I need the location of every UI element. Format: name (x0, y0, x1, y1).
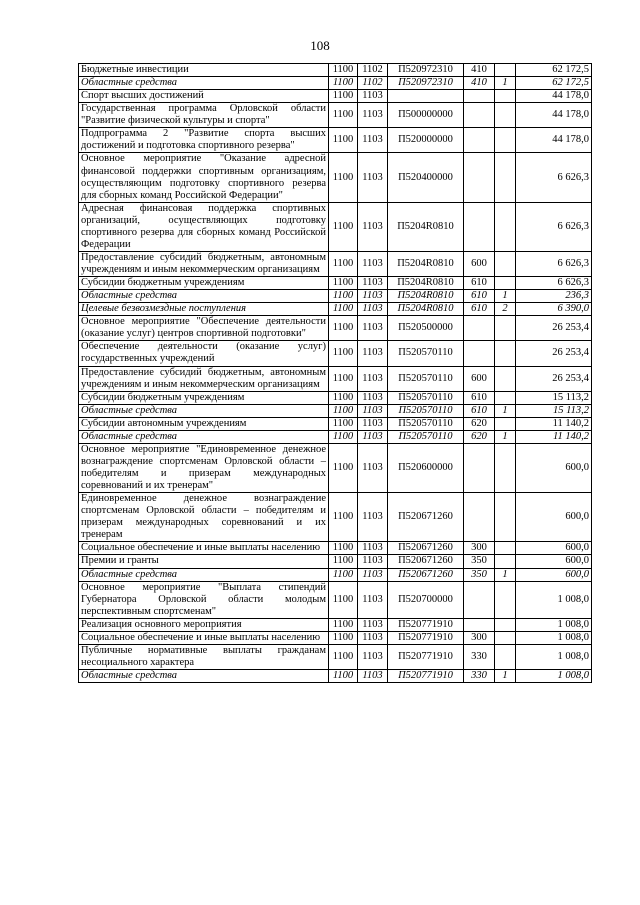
expense-type-cell (464, 103, 495, 128)
expense-type-cell: 330 (464, 670, 495, 683)
budget-table-body (79, 64, 592, 683)
target-article-cell: П5204R0810 (388, 202, 464, 251)
funding-source-cell: 1 (495, 404, 516, 417)
expense-type-cell (464, 443, 495, 492)
subsection-code-cell: 1103 (358, 90, 388, 103)
section-code-cell: 1100 (329, 64, 358, 77)
row-name-cell: Основное мероприятие "Оказание адресной финансовой поддержки спортивным организациям, осуществляющим подготовку спортивного резерва для сборных команд Российской Федерации" (79, 153, 329, 202)
amount-cell: 44 178,0 (516, 90, 592, 103)
section-code-cell: 1100 (329, 555, 358, 568)
section-code-cell: 1100 (329, 128, 358, 153)
table-row (79, 443, 592, 492)
target-article-cell: П520671260 (388, 555, 464, 568)
target-article-cell (388, 90, 464, 103)
expense-type-cell: 410 (464, 77, 495, 90)
subsection-code-cell: 1103 (358, 277, 388, 290)
amount-cell: 26 253,4 (516, 341, 592, 366)
section-code-cell: 1100 (329, 670, 358, 683)
expense-type-cell: 610 (464, 290, 495, 303)
expense-type-cell (464, 618, 495, 631)
subsection-code-cell: 1103 (358, 251, 388, 276)
subsection-code-cell: 1103 (358, 430, 388, 443)
section-code-cell: 1100 (329, 277, 358, 290)
table-row (79, 202, 592, 251)
subsection-code-cell: 1103 (358, 303, 388, 316)
target-article-cell: П520972310 (388, 64, 464, 77)
amount-cell: 600,0 (516, 542, 592, 555)
subsection-code-cell: 1103 (358, 391, 388, 404)
section-code-cell: 1100 (329, 202, 358, 251)
section-code-cell: 1100 (329, 581, 358, 618)
funding-source-cell: 1 (495, 290, 516, 303)
target-article-cell: П5204R0810 (388, 290, 464, 303)
table-row (79, 391, 592, 404)
budget-table (78, 63, 592, 683)
target-article-cell: П520500000 (388, 316, 464, 341)
target-article-cell: П520771910 (388, 644, 464, 669)
expense-type-cell: 600 (464, 366, 495, 391)
funding-source-cell (495, 542, 516, 555)
row-name-cell: Целевые безвозмездные поступления (79, 303, 329, 316)
section-code-cell: 1100 (329, 430, 358, 443)
amount-cell: 1 008,0 (516, 670, 592, 683)
row-name-cell: Основное мероприятие "Единовременное денежное вознаграждение спортсменам Орловской области – победителям и призерам международных соревнований и их тренерам" (79, 443, 329, 492)
target-article-cell: П520600000 (388, 443, 464, 492)
amount-cell: 1 008,0 (516, 644, 592, 669)
amount-cell: 6 626,3 (516, 202, 592, 251)
amount-cell: 62 172,5 (516, 64, 592, 77)
expense-type-cell: 620 (464, 417, 495, 430)
target-article-cell: П520570110 (388, 366, 464, 391)
target-article-cell: П520570110 (388, 391, 464, 404)
subsection-code-cell: 1103 (358, 153, 388, 202)
amount-cell: 62 172,5 (516, 77, 592, 90)
expense-type-cell: 610 (464, 404, 495, 417)
expense-type-cell (464, 341, 495, 366)
funding-source-cell (495, 90, 516, 103)
subsection-code-cell: 1103 (358, 568, 388, 581)
target-article-cell: П520771910 (388, 631, 464, 644)
target-article-cell: П520671260 (388, 493, 464, 542)
section-code-cell: 1100 (329, 316, 358, 341)
section-code-cell: 1100 (329, 341, 358, 366)
section-code-cell: 1100 (329, 90, 358, 103)
funding-source-cell: 1 (495, 568, 516, 581)
row-name-cell: Областные средства (79, 430, 329, 443)
page-number: 108 (310, 38, 330, 53)
subsection-code-cell: 1102 (358, 77, 388, 90)
table-row (79, 341, 592, 366)
subsection-code-cell: 1103 (358, 103, 388, 128)
row-name-cell: Субсидии автономным учреждениям (79, 417, 329, 430)
funding-source-cell (495, 251, 516, 276)
expense-type-cell: 610 (464, 303, 495, 316)
amount-cell: 26 253,4 (516, 366, 592, 391)
funding-source-cell (495, 555, 516, 568)
row-name-cell: Основное мероприятие "Обеспечение деятельности (оказание услуг) центров спортивной подготовки" (79, 316, 329, 341)
target-article-cell: П520570110 (388, 430, 464, 443)
row-name-cell: Областные средства (79, 670, 329, 683)
section-code-cell: 1100 (329, 366, 358, 391)
target-article-cell: П5204R0810 (388, 277, 464, 290)
subsection-code-cell: 1103 (358, 670, 388, 683)
row-name-cell: Субсидии бюджетным учреждениям (79, 277, 329, 290)
funding-source-cell: 1 (495, 670, 516, 683)
expense-type-cell (464, 90, 495, 103)
subsection-code-cell: 1103 (358, 290, 388, 303)
amount-cell: 1 008,0 (516, 581, 592, 618)
section-code-cell: 1100 (329, 103, 358, 128)
amount-cell: 6 390,0 (516, 303, 592, 316)
row-name-cell: Единовременное денежное вознаграждение спортсменам Орловской области – победителям и призерам международных соревнований и их тренерам (79, 493, 329, 542)
funding-source-cell (495, 202, 516, 251)
funding-source-cell (495, 618, 516, 631)
table-row (79, 493, 592, 542)
row-name-cell: Бюджетные инвестиции (79, 64, 329, 77)
target-article-cell: П520570110 (388, 417, 464, 430)
funding-source-cell (495, 644, 516, 669)
row-name-cell: Субсидии бюджетным учреждениям (79, 391, 329, 404)
subsection-code-cell: 1103 (358, 644, 388, 669)
target-article-cell: П500000000 (388, 103, 464, 128)
subsection-code-cell: 1103 (358, 581, 388, 618)
table-row (79, 64, 592, 77)
table-row (79, 568, 592, 581)
funding-source-cell (495, 581, 516, 618)
amount-cell: 600,0 (516, 568, 592, 581)
row-name-cell: Социальное обеспечение и иные выплаты населению (79, 631, 329, 644)
row-name-cell: Реализация основного мероприятия (79, 618, 329, 631)
row-name-cell: Областные средства (79, 568, 329, 581)
section-code-cell: 1100 (329, 493, 358, 542)
table-row (79, 103, 592, 128)
section-code-cell: 1100 (329, 417, 358, 430)
subsection-code-cell: 1103 (358, 631, 388, 644)
amount-cell: 44 178,0 (516, 128, 592, 153)
section-code-cell: 1100 (329, 153, 358, 202)
expense-type-cell (464, 493, 495, 542)
target-article-cell: П520972310 (388, 77, 464, 90)
amount-cell: 600,0 (516, 443, 592, 492)
funding-source-cell (495, 64, 516, 77)
row-name-cell: Областные средства (79, 404, 329, 417)
section-code-cell: 1100 (329, 303, 358, 316)
row-name-cell: Областные средства (79, 77, 329, 90)
subsection-code-cell: 1103 (358, 202, 388, 251)
amount-cell: 6 626,3 (516, 251, 592, 276)
subsection-code-cell: 1103 (358, 417, 388, 430)
table-row (79, 430, 592, 443)
row-name-cell: Предоставление субсидий бюджетным, автономным учреждениям и иным некоммерческим организациям (79, 251, 329, 276)
target-article-cell: П520000000 (388, 128, 464, 153)
amount-cell: 236,3 (516, 290, 592, 303)
target-article-cell: П520771910 (388, 618, 464, 631)
funding-source-cell (495, 277, 516, 290)
amount-cell: 15 113,2 (516, 391, 592, 404)
expense-type-cell (464, 128, 495, 153)
table-row (79, 277, 592, 290)
target-article-cell: П5204R0810 (388, 251, 464, 276)
funding-source-cell (495, 128, 516, 153)
table-row (79, 404, 592, 417)
amount-cell: 600,0 (516, 493, 592, 542)
table-row (79, 366, 592, 391)
subsection-code-cell: 1103 (358, 404, 388, 417)
row-name-cell: Адресная финансовая поддержка спортивных организаций, осуществляющих подготовку спортивного резерва для сборных команд Российской Федерации (79, 202, 329, 251)
subsection-code-cell: 1103 (358, 542, 388, 555)
row-name-cell: Премии и гранты (79, 555, 329, 568)
expense-type-cell (464, 153, 495, 202)
section-code-cell: 1100 (329, 618, 358, 631)
section-code-cell: 1100 (329, 443, 358, 492)
amount-cell: 26 253,4 (516, 316, 592, 341)
table-row (79, 644, 592, 669)
target-article-cell: П520400000 (388, 153, 464, 202)
table-row (79, 542, 592, 555)
section-code-cell: 1100 (329, 542, 358, 555)
subsection-code-cell: 1103 (358, 618, 388, 631)
amount-cell: 6 626,3 (516, 277, 592, 290)
funding-source-cell: 1 (495, 77, 516, 90)
subsection-code-cell: 1103 (358, 555, 388, 568)
table-row (79, 251, 592, 276)
section-code-cell: 1100 (329, 391, 358, 404)
expense-type-cell (464, 581, 495, 618)
row-name-cell: Социальное обеспечение и иные выплаты населению (79, 542, 329, 555)
funding-source-cell (495, 341, 516, 366)
target-article-cell: П520570110 (388, 404, 464, 417)
target-article-cell: П520700000 (388, 581, 464, 618)
table-row (79, 153, 592, 202)
amount-cell: 11 140,2 (516, 417, 592, 430)
row-name-cell: Подпрограмма 2 "Развитие спорта высших достижений и подготовка спортивного резерва" (79, 128, 329, 153)
expense-type-cell: 300 (464, 631, 495, 644)
table-row (79, 631, 592, 644)
subsection-code-cell: 1102 (358, 64, 388, 77)
funding-source-cell (495, 493, 516, 542)
expense-type-cell: 300 (464, 542, 495, 555)
subsection-code-cell: 1103 (358, 316, 388, 341)
funding-source-cell (495, 316, 516, 341)
amount-cell: 1 008,0 (516, 618, 592, 631)
table-row (79, 417, 592, 430)
expense-type-cell: 620 (464, 430, 495, 443)
amount-cell: 6 626,3 (516, 153, 592, 202)
target-article-cell: П520671260 (388, 542, 464, 555)
funding-source-cell (495, 366, 516, 391)
amount-cell: 600,0 (516, 555, 592, 568)
funding-source-cell (495, 631, 516, 644)
subsection-code-cell: 1103 (358, 366, 388, 391)
amount-cell: 44 178,0 (516, 103, 592, 128)
row-name-cell: Обеспечение деятельности (оказание услуг) государственных учреждений (79, 341, 329, 366)
table-row (79, 670, 592, 683)
amount-cell: 1 008,0 (516, 631, 592, 644)
section-code-cell: 1100 (329, 77, 358, 90)
expense-type-cell (464, 316, 495, 341)
row-name-cell: Государственная программа Орловской области "Развитие физической культуры и спорта" (79, 103, 329, 128)
amount-cell: 15 113,2 (516, 404, 592, 417)
table-row (79, 290, 592, 303)
table-row (79, 316, 592, 341)
table-row (79, 303, 592, 316)
funding-source-cell (495, 153, 516, 202)
table-row (79, 581, 592, 618)
table-row (79, 90, 592, 103)
expense-type-cell: 350 (464, 555, 495, 568)
target-article-cell: П520570110 (388, 341, 464, 366)
table-row (79, 555, 592, 568)
amount-cell: 11 140,2 (516, 430, 592, 443)
row-name-cell: Основное мероприятие "Выплата стипендий Губернатора Орловской области молодым перспективным спортсменам" (79, 581, 329, 618)
section-code-cell: 1100 (329, 290, 358, 303)
expense-type-cell (464, 202, 495, 251)
target-article-cell: П520671260 (388, 568, 464, 581)
funding-source-cell: 2 (495, 303, 516, 316)
section-code-cell: 1100 (329, 631, 358, 644)
funding-source-cell (495, 103, 516, 128)
subsection-code-cell: 1103 (358, 341, 388, 366)
section-code-cell: 1100 (329, 251, 358, 276)
table-row (79, 618, 592, 631)
funding-source-cell: 1 (495, 430, 516, 443)
table-row (79, 77, 592, 90)
expense-type-cell: 330 (464, 644, 495, 669)
row-name-cell: Спорт высших достижений (79, 90, 329, 103)
expense-type-cell: 600 (464, 251, 495, 276)
row-name-cell: Публичные нормативные выплаты гражданам несоциального характера (79, 644, 329, 669)
funding-source-cell (495, 417, 516, 430)
expense-type-cell: 350 (464, 568, 495, 581)
subsection-code-cell: 1103 (358, 128, 388, 153)
subsection-code-cell: 1103 (358, 493, 388, 542)
expense-type-cell: 610 (464, 277, 495, 290)
section-code-cell: 1100 (329, 644, 358, 669)
row-name-cell: Областные средства (79, 290, 329, 303)
section-code-cell: 1100 (329, 404, 358, 417)
funding-source-cell (495, 391, 516, 404)
table-row (79, 128, 592, 153)
expense-type-cell: 410 (464, 64, 495, 77)
subsection-code-cell: 1103 (358, 443, 388, 492)
expense-type-cell: 610 (464, 391, 495, 404)
section-code-cell: 1100 (329, 568, 358, 581)
target-article-cell: П520771910 (388, 670, 464, 683)
target-article-cell: П5204R0810 (388, 303, 464, 316)
funding-source-cell (495, 443, 516, 492)
row-name-cell: Предоставление субсидий бюджетным, автономным учреждениям и иным некоммерческим организациям (79, 366, 329, 391)
